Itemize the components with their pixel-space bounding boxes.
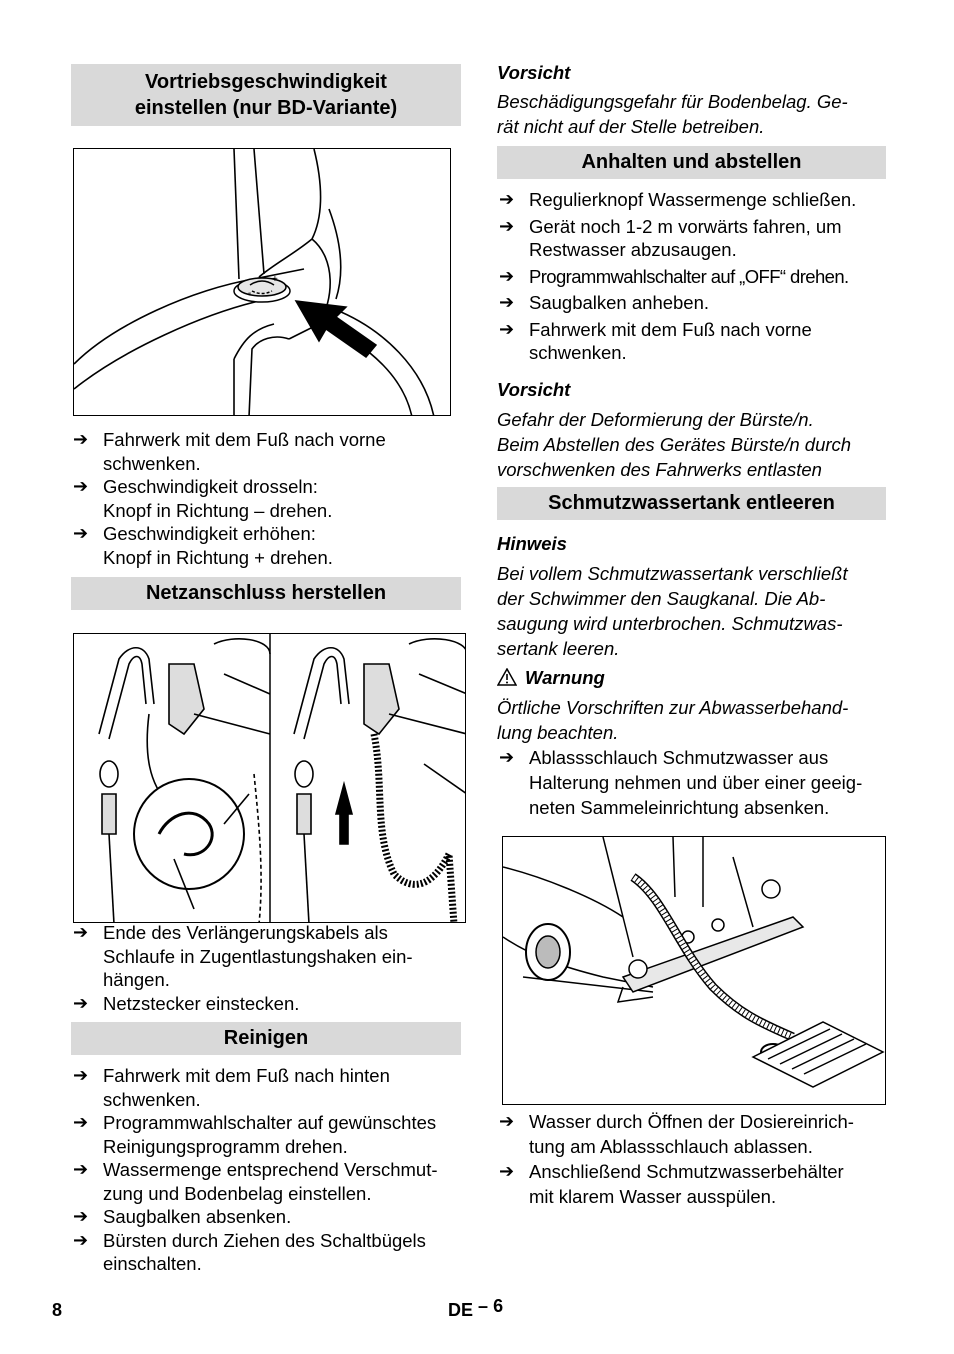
list-item: ➔ Geschwindigkeit erhöhen: Knopf in Richtung + drehen. (73, 523, 333, 568)
power-steps-list (71, 921, 461, 1015)
arrow-right-icon: ➔ (73, 429, 89, 449)
list-item: ➔ Wasser durch Öffnen der Dosiereinrich- tung am Ablassschlauch ablassen. (499, 1111, 854, 1157)
power-cable-illustration (74, 634, 466, 923)
warning-label: Warnung (525, 667, 605, 688)
list-item: ➔ Anschließend Schmutzwasserbehälter mit klarem Wasser ausspülen. (499, 1161, 844, 1207)
arrow-right-icon: ➔ (499, 215, 515, 236)
list-item: ➔ Gerät noch 1-2 m vorwärts fahren, um Restwasser abzusaugen. (499, 215, 842, 260)
caution2-text: Gefahr der Deformierung der Bürste/n. Beim Abstellen des Gerätes Bürste/n durch vorschwenken des Fahrwerks entlasten (497, 409, 852, 480)
arrow-right-icon: ➔ (499, 747, 515, 767)
arrow-right-icon: ➔ (73, 1112, 89, 1132)
right-panel-drawing (294, 639, 466, 923)
speed-knob-illustration (74, 149, 451, 416)
arrow-right-icon: ➔ (499, 189, 515, 209)
tank-steps-list-a (497, 745, 886, 820)
tank-steps-list-b (497, 1109, 886, 1209)
arrow-right-icon: ➔ (499, 292, 515, 312)
stop-heading: Anhalten und abstellen (497, 146, 886, 179)
arrow-right-icon: ➔ (73, 992, 89, 1013)
arrow-right-icon: ➔ (499, 1111, 515, 1131)
list-item: ➔ Geschwindigkeit drosseln: Knopf in Richtung – drehen. (73, 476, 333, 521)
arrow-right-icon: ➔ (499, 265, 514, 286)
tank-heading: Schmutzwassertank entleeren (497, 487, 886, 520)
list-item: ➔ Fahrwerk mit dem Fuß nach vorne schwenken. (73, 429, 386, 474)
list-item: ➔ Ablassschlauch Schmutzwasser aus Halterung nehmen und über einer geeig- neten Sammeleinrichtung absenken. (499, 747, 863, 818)
list-item: ➔ Programmwahlschalter auf gewünschtes Reinigungsprogramm drehen. (73, 1112, 437, 1157)
list-item: ➔ Programmwahlschalter auf „OFF“ drehen. (499, 265, 849, 287)
speed-knob (234, 274, 290, 302)
list-item: ➔ Ende des Verlängerungskabels als Schlaufe in Zugentlastungshaken ein- hängen. (73, 922, 413, 990)
arrow-right-icon: ➔ (73, 523, 89, 543)
speed-heading: Vortriebsgeschwindigkeit einstellen (nur BD-Variante) (71, 64, 461, 126)
clean-steps-list (71, 1064, 461, 1276)
arrow-right-icon: ➔ (73, 1159, 89, 1179)
arrow-right-icon: ➔ (73, 922, 89, 942)
arrow-right-icon: ➔ (73, 476, 89, 496)
left-panel-drawing (99, 639, 270, 923)
list-item: ➔ Saugbalken absenken. (73, 1206, 292, 1227)
drain-hose-illustration (503, 837, 886, 1105)
footer-section (448, 1296, 504, 1321)
footer-lang: DE (448, 1300, 474, 1320)
arrow-right-icon: ➔ (73, 1206, 89, 1226)
warning-label-row (497, 667, 605, 689)
footer-dash: – (478, 1296, 489, 1316)
drain-hose-figure (502, 836, 886, 1105)
svg-text:+: + (272, 274, 278, 285)
list-item: ➔ Netzstecker einstecken. (73, 992, 300, 1014)
clean-heading: Reinigen (71, 1022, 461, 1055)
caution1-text: Beschädigungsgefahr für Bodenbelag. Ge- rät nicht auf der Stelle betreiben. (497, 91, 848, 137)
caution1-label: Vorsicht (497, 62, 571, 83)
warning-triangle-icon (497, 668, 517, 686)
list-item: ➔ Fahrwerk mit dem Fuß nach vorne schwenken. (499, 318, 812, 363)
note-label: Hinweis (497, 533, 567, 554)
arrow-right-icon: ➔ (73, 1229, 89, 1250)
list-item: ➔ Saugbalken anheben. (499, 292, 710, 313)
arrow-right-icon: ➔ (499, 1161, 515, 1181)
power-cable-figure (73, 633, 466, 923)
arrow-right-icon: ➔ (499, 318, 515, 339)
list-item: ➔ Wassermenge entsprechend Verschmut- zung und Bodenbelag einstellen. (73, 1159, 438, 1204)
footer-section-page: 6 (493, 1296, 504, 1316)
list-item: ➔ Fahrwerk mit dem Fuß nach hinten schwenken. (73, 1065, 390, 1110)
caution2-label: Vorsicht (497, 379, 571, 400)
list-item: ➔ Bürsten durch Ziehen des Schaltbügels einschalten. (73, 1229, 426, 1274)
speed-knob-figure (73, 148, 451, 416)
note-text: Bei vollem Schmutzwassertank verschließt der Schwimmer den Saugkanal. Die Ab- saugung wird unterbrochen. Schmutzwas- sertank leeren. (497, 563, 848, 659)
speed-steps-list (71, 428, 461, 569)
page-number: 8 (52, 1300, 63, 1320)
svg-text:-: - (248, 288, 252, 299)
arrow-right-icon: ➔ (73, 1065, 89, 1085)
warning-text: Örtliche Vorschriften zur Abwasserbehand- lung beachten. (497, 697, 849, 743)
power-heading: Netzanschluss herstellen (71, 577, 461, 610)
stop-steps-list (497, 188, 886, 365)
list-item: ➔ Regulierknopf Wassermenge schließen. (499, 189, 857, 210)
